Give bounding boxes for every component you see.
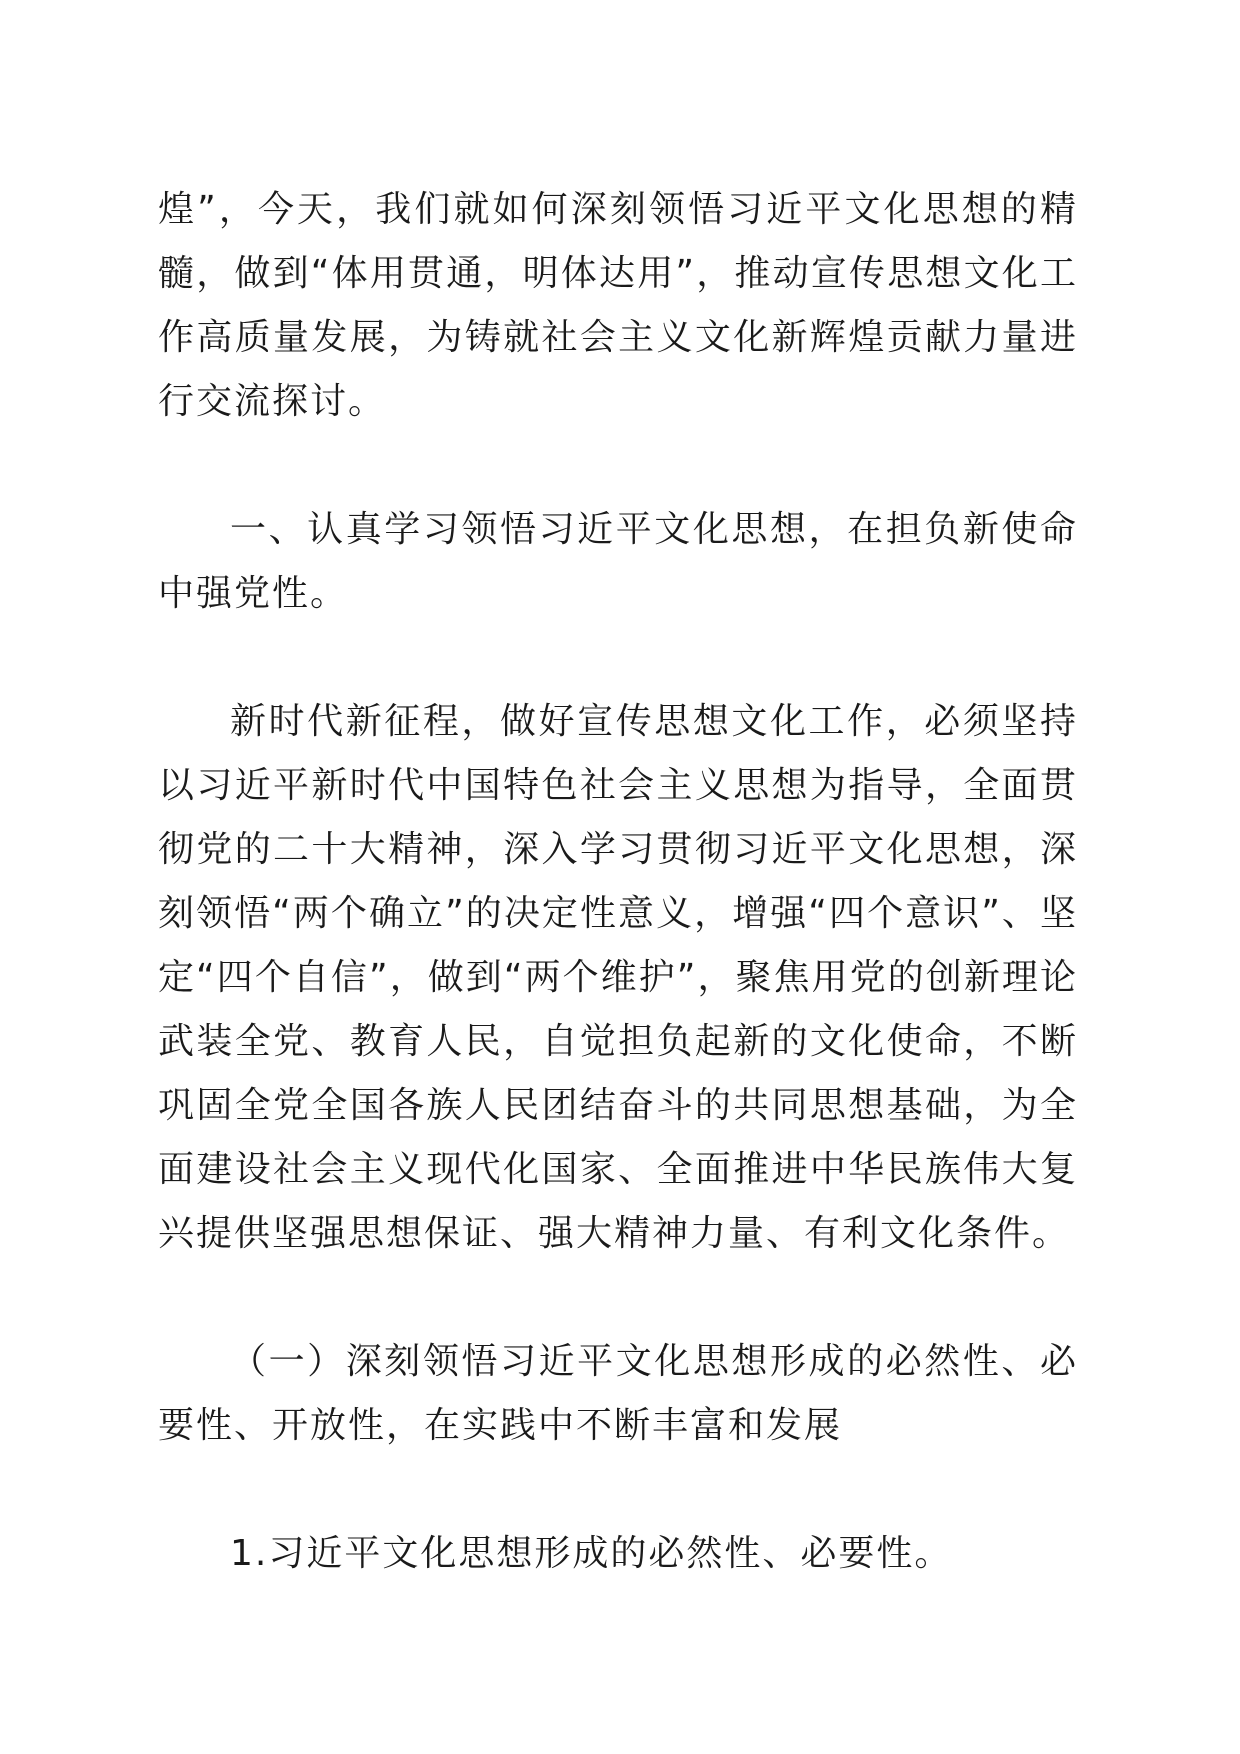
section-heading-1: 一、认真学习领悟习近平文化思想，在担负新使命中强党性。 — [158, 509, 1078, 614]
body-paragraph: 新时代新征程，做好宣传思想文化工作，必须坚持以习近平新时代中国特色社会主义思想为指导，全面贯彻党的二十大精神，深入学习贯彻习近平文化思想，深刻领悟“两个确立”的决定性意义，增强“四个意识”、坚定“四个自信”，做到“两个维护”，聚焦用党的创新理论武装全党、教育人民，自觉担负起新的文化使命，不断巩固全党全国各族人民团结奋斗的共同思想基础，为全面建设社会主义现代化国家、全面推进中华民族伟大复兴提供坚强思想保证、强大精神力量、有利文化条件。 — [158, 701, 1078, 1254]
body-paragraph-continued: 煌”，今天，我们就如何深刻领悟习近平文化思想的精髓，做到“体用贯通，明体达用”，推动宣传思想文化工作高质量发展，为铸就社会主义文化新辉煌贡献力量进行交流探讨。 — [158, 189, 1078, 422]
numbered-heading: 1.习近平文化思想形成的必然性、必要性。 — [230, 1533, 953, 1574]
document-page — [158, 178, 1078, 1586]
subsection-heading: （一）深刻领悟习近平文化思想形成的必然性、必要性、开放性，在实践中不断丰富和发展 — [158, 1341, 1078, 1446]
